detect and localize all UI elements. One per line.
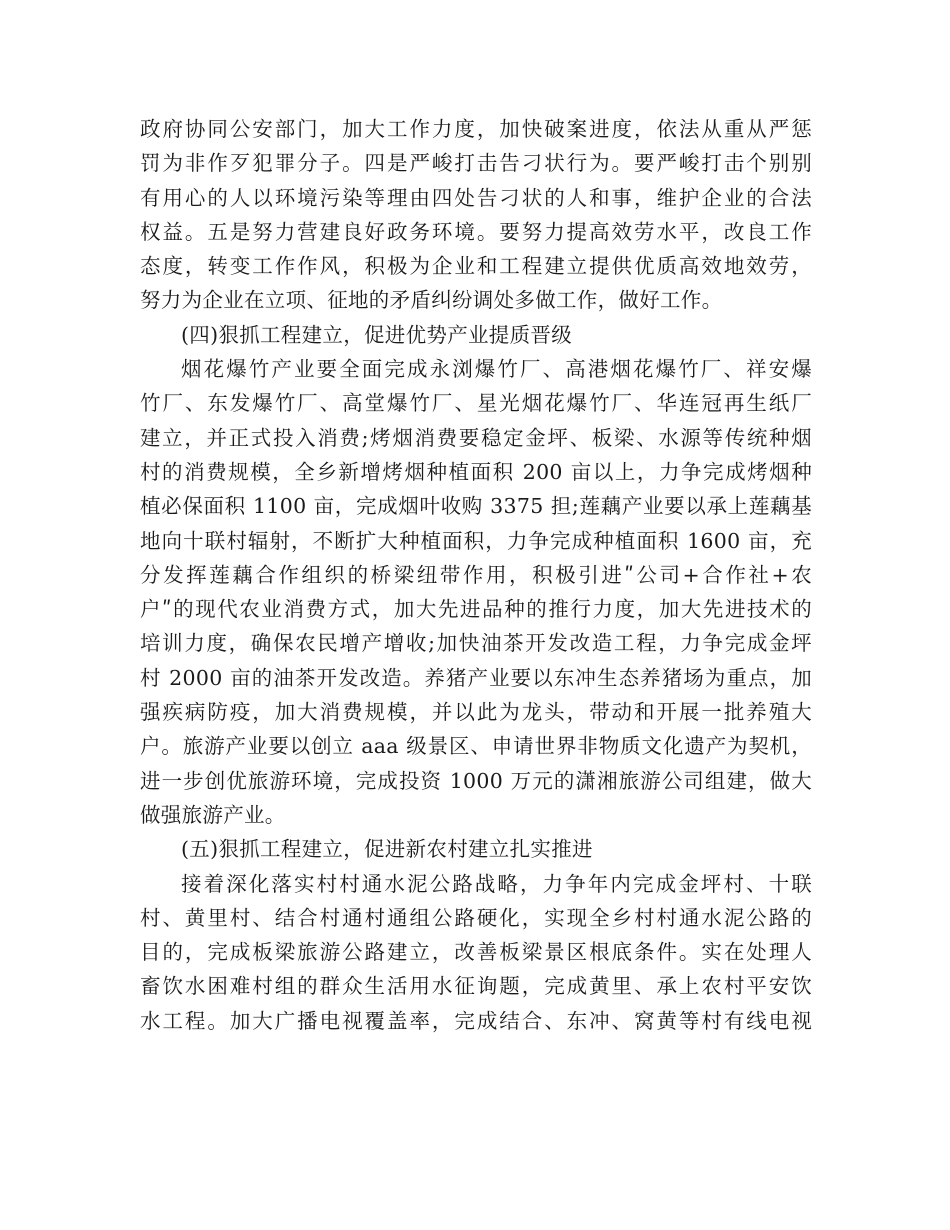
text-line: 畜饮水困难村组的群众生活用水征询题，完成黄里、承上农村平安饮 bbox=[140, 974, 812, 999]
text-line: 村的消费规模，全乡新增烤烟种植面积 200 亩以上，力争完成烤烟种 bbox=[140, 459, 812, 484]
text-line: 村、黄里村、结合村通村通组公路硬化，实现全乡村村通水泥公路的 bbox=[140, 905, 812, 930]
text-line: 村 2000 亩的油茶开发改造。养猪产业要以东冲生态养猪场为重点，加 bbox=[140, 665, 812, 690]
text-line: 地向十联村辐射，不断扩大种植面积，力争完成种植面积 1600 亩，充 bbox=[140, 528, 812, 553]
text-line: 水工程。加大广播电视覆盖率，完成结合、东冲、窝黄等村有线电视 bbox=[140, 1008, 812, 1033]
text-line: 户。旅游产业要以创立 aaa 级景区、申请世界非物质文化遗产为契机， bbox=[140, 734, 812, 759]
text-line: 罚为非作歹犯罪分子。四是严峻打击告刁状行为。要严峻打击个别别 bbox=[140, 151, 812, 176]
text-line: 政府协同公安部门，加大工作力度，加快破案进度，依法从重从严惩 bbox=[140, 117, 812, 141]
text-line: 努力为企业在立项、征地的矛盾纠纷调处多做工作，做好工作。 bbox=[140, 288, 723, 313]
text-line: 植必保面积 1100 亩，完成烟叶收购 3375 担;莲藕产业要以承上莲藕基 bbox=[140, 494, 812, 519]
text-line: 分发挥莲藕合作组织的桥梁纽带作用，积极引进ʺ公司+合作社+农 bbox=[140, 562, 812, 587]
text-line: 做强旅游产业。 bbox=[140, 802, 286, 827]
text-line: (四)狠抓工程建立，促进优势产业提质晋级 bbox=[181, 322, 572, 347]
text-line: 目的，完成板梁旅游公路建立，改善板梁景区根底条件。实在处理人 bbox=[140, 940, 812, 965]
text-line: 进一步创优旅游环境，完成投资 1000 万元的潇湘旅游公司组建，做大 bbox=[140, 768, 812, 793]
text-line: 态度，转变工作作风，积极为企业和工程建立提供优质高效地效劳， bbox=[140, 254, 812, 279]
text-line: 有用心的人以环境污染等理由四处告刁状的人和事，维护企业的合法 bbox=[140, 185, 812, 210]
text-line: 接着深化落实村村通水泥公路战略，力争年内完成金坪村、十联 bbox=[181, 871, 812, 896]
text-line: (五)狠抓工程建立，促进新农村建立扎实推进 bbox=[181, 837, 593, 862]
document-body bbox=[140, 112, 812, 1038]
text-line: 竹厂、东发爆竹厂、高堂爆竹厂、星光烟花爆竹厂、华连冠再生纸厂 bbox=[140, 391, 812, 416]
text-line: 权益。五是努力营建良好政务环境。要努力提高效劳水平，改良工作 bbox=[140, 219, 812, 244]
text-line: 户ʺ的现代农业消费方式，加大先进品种的推行力度，加大先进技术的 bbox=[140, 597, 812, 622]
text-line: 培训力度，确保农民增产增收;加快油茶开发改造工程，力争完成金坪 bbox=[140, 631, 812, 656]
text-line: 强疾病防疫，加大消费规模，并以此为龙头，带动和开展一批养殖大 bbox=[140, 700, 812, 725]
text-line: 建立，并正式投入消费;烤烟消费要稳定金坪、板梁、水源等传统种烟 bbox=[140, 425, 812, 450]
text-line: 烟花爆竹产业要全面完成永浏爆竹厂、高港烟花爆竹厂、祥安爆 bbox=[181, 357, 812, 382]
